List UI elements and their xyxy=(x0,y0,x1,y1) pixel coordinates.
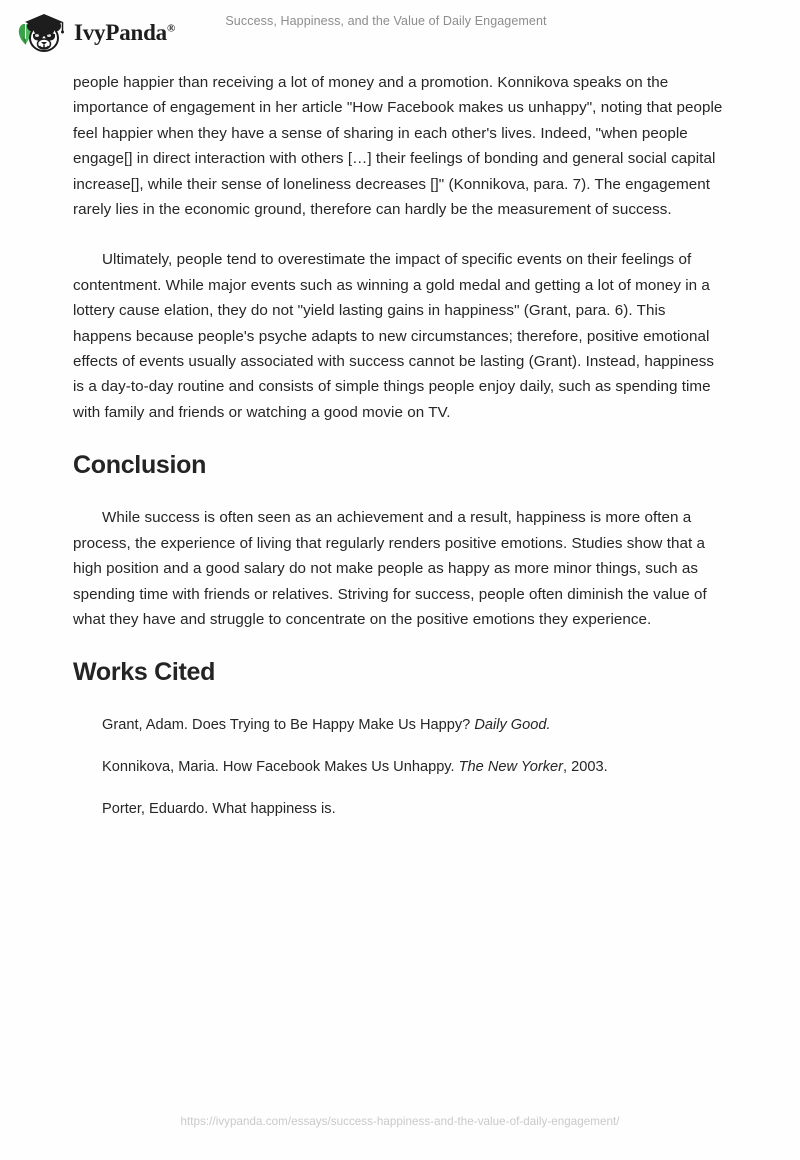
page-footer xyxy=(0,1112,800,1130)
paragraph-overestimate: Ultimately, people tend to overestimate the impact of specific events on their feelings of contentment. While major events such as winning a gold medal and getting a lot of money in a lottery cause elation, they do not "yield lasting gains in happiness" (Grant, para. 6). This happens because people's psyche adapts to new circumstances; therefore, positive emotional effects of events usually associated with success cannot be lasting (Grant). Instead, happiness is a day-to-day routine and consists of simple things people enjoy daily, such as spending time with family and friends or watching a good movie on TV. xyxy=(73,251,715,421)
citation-author-title: Grant, Adam. Does Trying to Be Happy Make Us Happy? xyxy=(102,717,475,734)
registered-trademark-icon: ® xyxy=(166,21,176,34)
citation-author-title: Konnikova, Maria. How Facebook Makes Us Unhappy. xyxy=(102,759,459,776)
citation-suffix: , 2003. xyxy=(563,759,608,776)
citation-entry xyxy=(73,756,724,778)
heading-works-cited: Works Cited xyxy=(73,658,216,687)
paragraph-conclusion: While success is often seen as an achievement and a result, happiness is more often a process, the experience of living that regularly renders positive emotions. Studies show that a high position and a good salary do not make people as happy as more minor things, such as spending time with friends or relatives. Striving for success, people often diminish the value of what they have and struggle to concentrate on the positive emotions they experience. xyxy=(73,509,707,628)
citation-source: The New Yorker xyxy=(458,759,564,776)
brand-name-text: IvyPanda xyxy=(74,19,167,45)
heading-conclusion: Conclusion xyxy=(73,451,207,480)
document-content xyxy=(73,70,724,820)
page-title: Success, Happiness, and the Value of Daily Engagement xyxy=(225,14,547,28)
source-url-link[interactable]: https://ivypanda.com/essays/success-happiness-and-the-value-of-daily-engagement/ xyxy=(180,1115,620,1128)
page-header xyxy=(0,0,800,62)
citation-entry xyxy=(73,714,724,736)
citation-source: Daily Good. xyxy=(474,717,551,734)
paragraph-engagement: people happier than receiving a lot of money and a promotion. Konnikova speaks on the importance of engagement in her article "How Facebook makes us unhappy", noting that people feel happier when they have a sense of sharing in each other's lives. Indeed, "when people engage[] in direct interaction with others […] their feelings of bonding and general social capital increase[], while their sense of loneliness decreases []" (Konnikova, para. 7). The engagement rarely lies in the economic ground, therefore can hardly be the measurement of success. xyxy=(73,74,723,219)
works-cited-list xyxy=(73,714,724,820)
citation-author-title: Porter, Eduardo. What happiness is. xyxy=(102,801,336,818)
citation-entry xyxy=(73,798,724,820)
